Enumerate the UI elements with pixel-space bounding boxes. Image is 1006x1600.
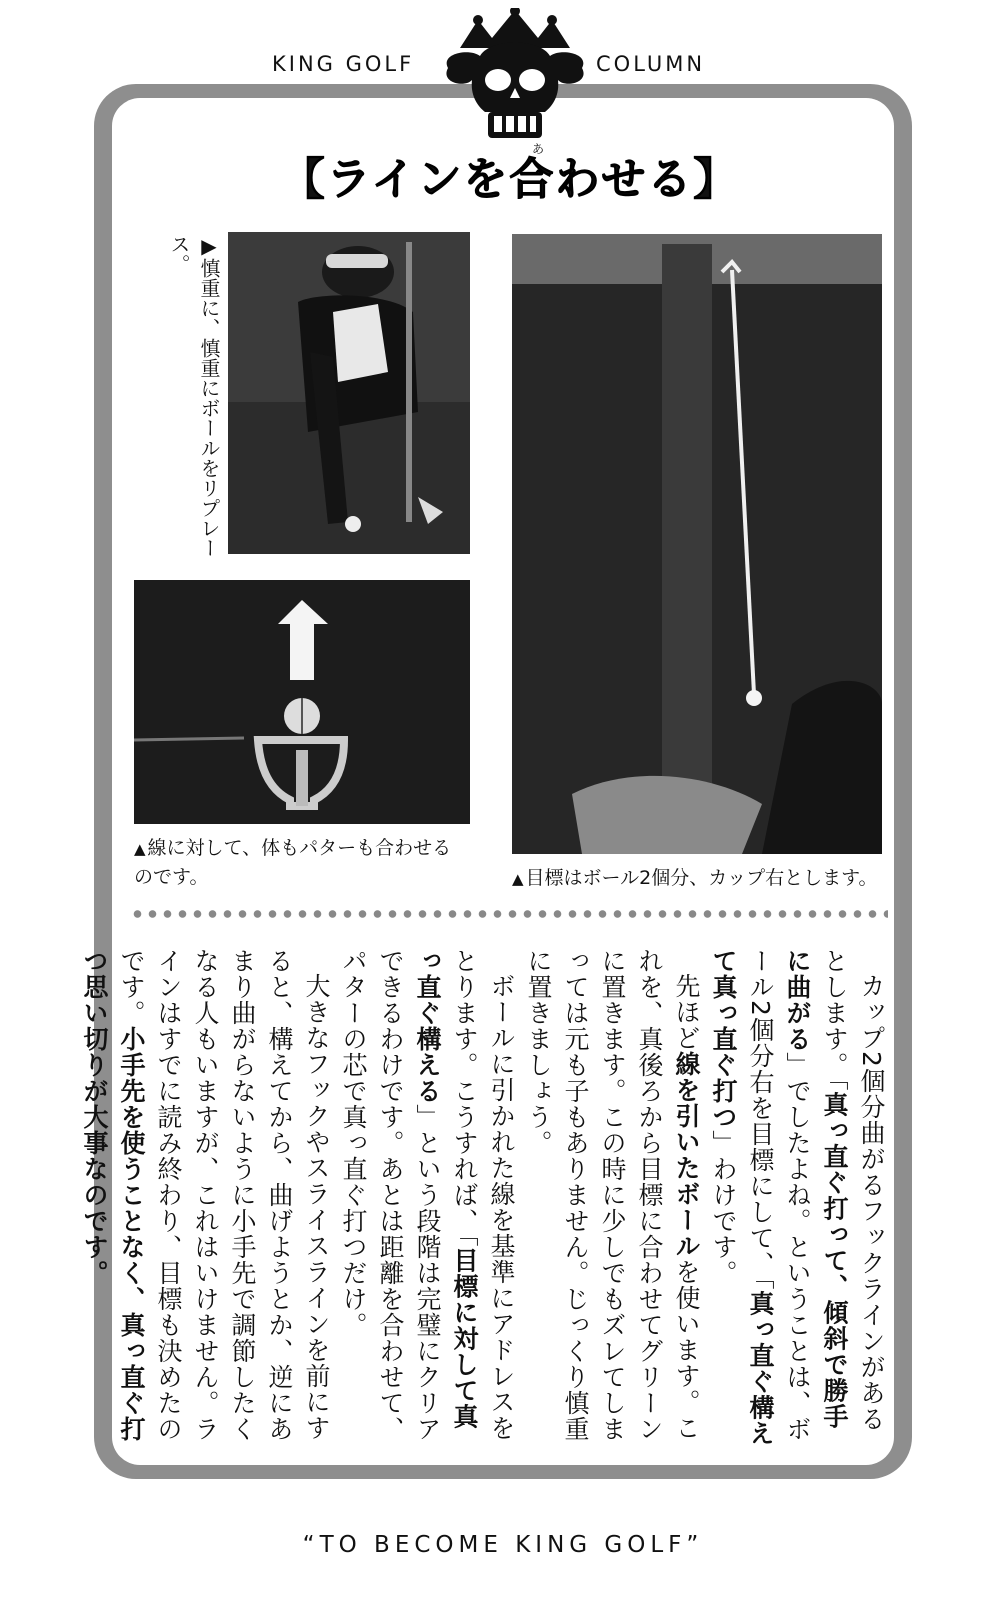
paragraph-2: 先ほど線を引いたボールを使います。これを、真後ろから目標に合わせてグリーンに置きます。この時に少しでもズレてしまっては元も子もありません。じっくり慎重に置きましょう。 [524,948,701,1442]
photo-golfer-replacing-ball [228,232,470,554]
header-king-golf: KING GOLF [272,52,415,76]
caption-marker: ▲ [512,870,524,888]
caption-marker: ▲ [134,840,146,858]
page-title: 【ラインを合わせる】 [280,154,740,205]
caption-photo1: ▶慎重に、慎重にボールをリプレース。 [167,234,221,558]
paragraph-1: カップ2個分曲がるフックラインがあるとします。「真っ直ぐ打って、傾斜で勝手に曲がる」でしたよね。ということは、ボール2個分右を目標にして、「真っ直ぐ構えて真っ直ぐ打つ」わけです。 [709,948,886,1447]
paragraph-3: ボールに引かれた線を基準にアドレスをとります。こうすれば、「目標に対して真っ直ぐ構える」という段階は完璧にクリアできるわけです。あとは距離を合わせて、パターの芯で真っ直ぐ打つだけ。 [339,948,516,1442]
footer-slogan: “TO BECOME KING GOLF” [302,1532,704,1558]
caption-photo2: ▲ 線に対して、体もパターも合わせる のです。 [134,837,452,888]
dotted-divider [130,908,888,920]
skull-crown-logo [440,8,590,143]
column-body-text [80,948,890,1448]
paragraph-4: 大きなフックやスライスラインを前にすると、構えてから、曲げようとか、逆にあまり曲がらないように小手先で調節したくなる人もいますが、これはいけません。ラインはすでに読み終わり、目標も決めたのです。小手先を使うことなく、真っ直ぐ打つ思い切りが大事なのです。 [80,948,331,1442]
caption-photo3: ▲ 目標はボール2個分、カップ右とします。 [512,867,878,889]
title-ruby: あ [532,142,545,156]
photo-putter-alignment [134,580,470,824]
caption-marker: ▶ [197,234,221,258]
photo-target-line [512,234,882,854]
header-column: COLUMN [596,52,706,76]
